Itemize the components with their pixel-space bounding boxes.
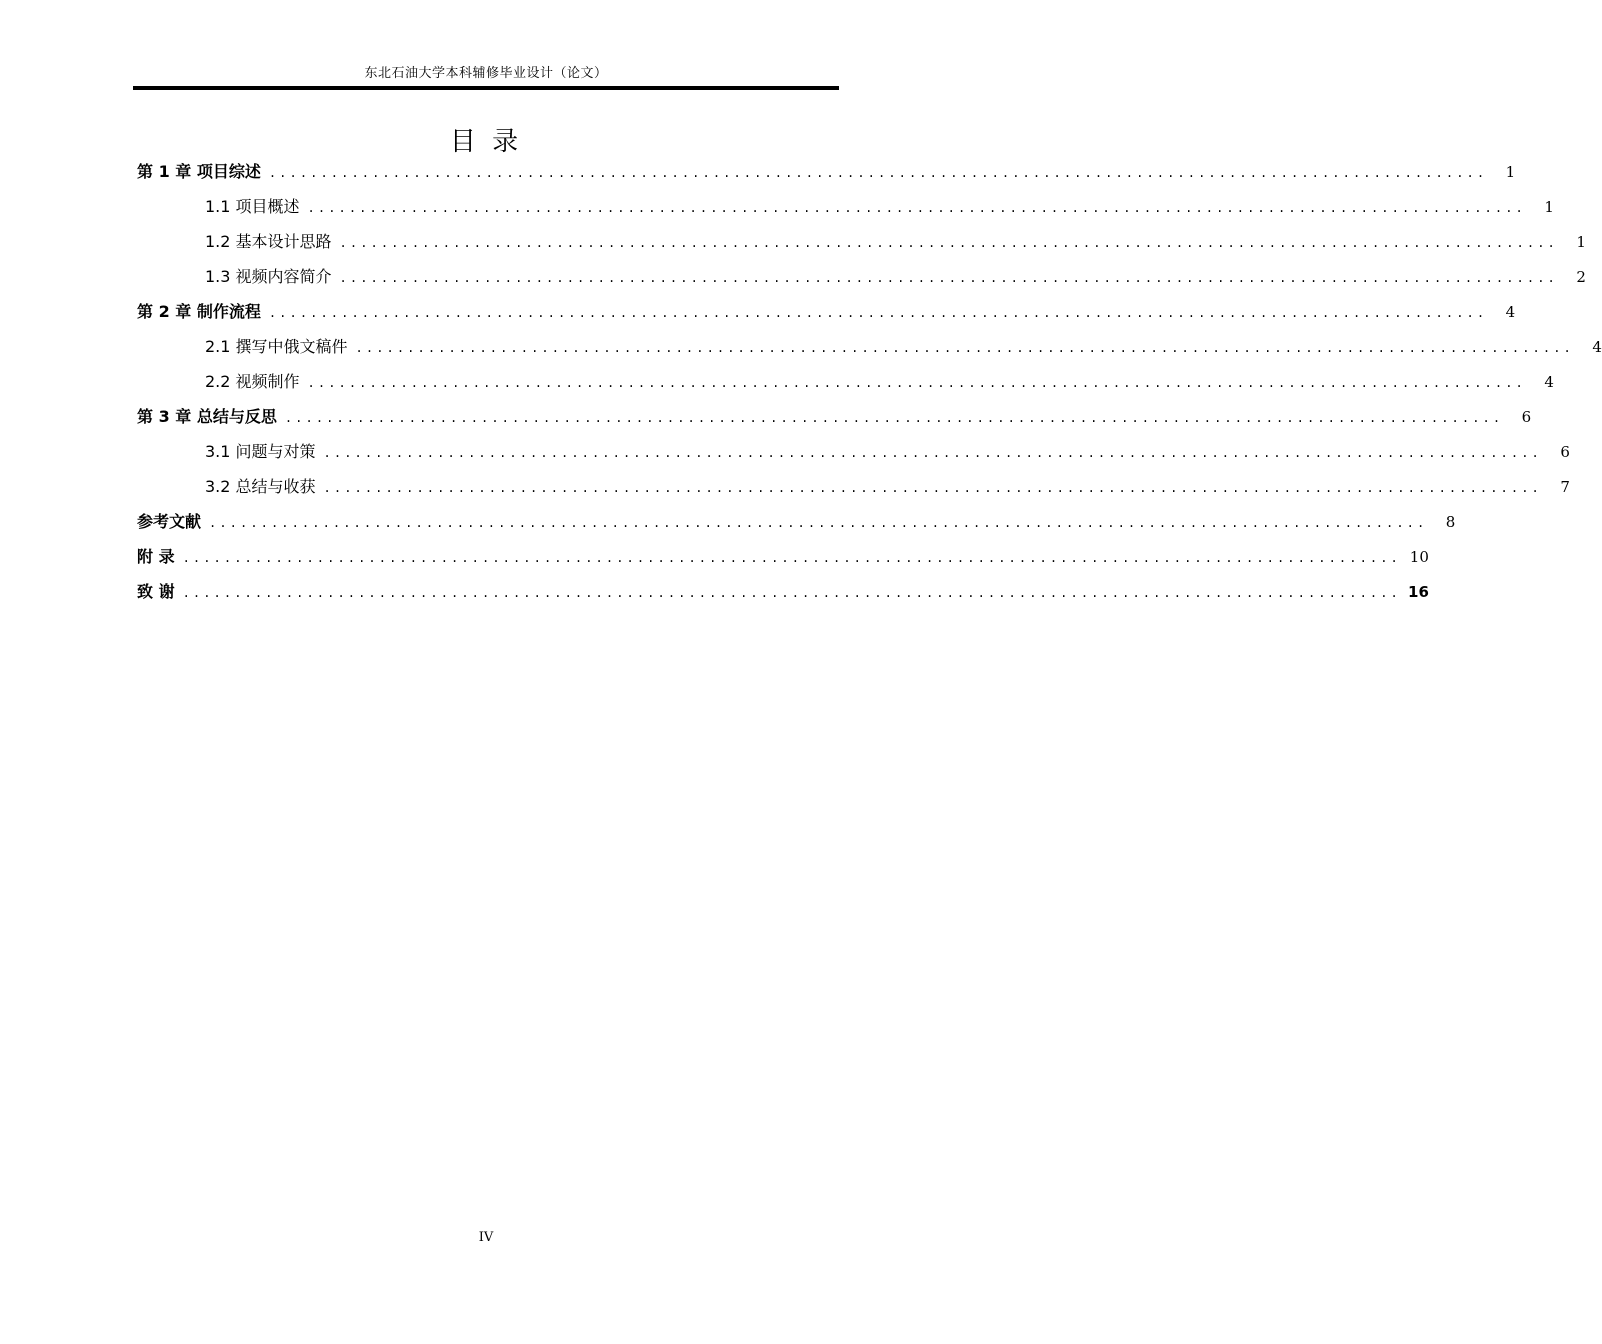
toc-entry-page: 7 (1560, 478, 1570, 496)
dot-leader: ...................................................................................................................... (307, 201, 1526, 215)
toc-entry-label: 第 2 章 制作流程 (137, 302, 261, 321)
toc-entry-label: 1.3 视频内容简介 (205, 267, 332, 286)
toc-entry-label: 第 3 章 总结与反思 (137, 407, 277, 426)
dot-leader: ...................................................................................................................... (268, 306, 1488, 320)
dot-leader: ...................................................................................................................... (339, 271, 1558, 285)
toc-entry-section-1-2[interactable] (137, 228, 1586, 263)
toc-entry-section-1-1[interactable] (137, 193, 1554, 228)
toc-title: 目 录 (449, 127, 523, 157)
toc-entry-page: 4 (1544, 373, 1554, 391)
toc-entry-page: 2 (1576, 268, 1586, 286)
toc-entry-label: 3.2 总结与收获 (205, 477, 316, 496)
dot-leader: ...................................................................................................................... (323, 481, 1542, 495)
toc-entry-label: 3.1 问题与对策 (205, 442, 316, 461)
dot-leader: ...................................................................................................................... (307, 376, 1526, 390)
toc-entry-page: 4 (1505, 303, 1516, 321)
toc-entry-section-3-2[interactable] (137, 473, 1570, 508)
toc-entry-page: 16 (1408, 583, 1429, 601)
toc-entry-page: 4 (1592, 338, 1602, 356)
toc-entry-section-3-1[interactable] (137, 438, 1570, 473)
toc-entry-chapter-2[interactable] (137, 298, 1516, 333)
table-of-contents (137, 158, 1602, 613)
toc-entry-section-1-3[interactable] (137, 263, 1586, 298)
toc-entry-page: 6 (1560, 443, 1570, 461)
toc-entry-page: 1 (1544, 198, 1554, 216)
toc-entry-page: 10 (1409, 548, 1429, 566)
toc-entry-section-2-2[interactable] (137, 368, 1554, 403)
toc-entry-page: 1 (1576, 233, 1586, 251)
toc-entry-page: 6 (1521, 408, 1532, 426)
dot-leader: ...................................................................................................................... (323, 446, 1542, 460)
toc-entry-label: 2.1 撰写中俄文稿件 (205, 337, 348, 356)
dot-leader: ...................................................................................................................... (268, 166, 1488, 180)
toc-entry-label: 附 录 (137, 547, 175, 566)
toc-entry-references[interactable] (137, 508, 1456, 543)
toc-entry-page: 8 (1445, 513, 1456, 531)
dot-leader: ...................................................................................................................... (209, 516, 1428, 530)
toc-entry-chapter-1[interactable] (137, 158, 1516, 193)
toc-entry-acknowledgements[interactable] (137, 578, 1429, 613)
toc-entry-appendix[interactable] (137, 543, 1429, 578)
header-rule (133, 86, 839, 90)
dot-leader: ...................................................................................................................... (284, 411, 1504, 425)
toc-entry-section-2-1[interactable] (137, 333, 1602, 368)
toc-entry-chapter-3[interactable] (137, 403, 1532, 438)
toc-entry-label: 致 谢 (137, 582, 175, 601)
dot-leader: ...................................................................................................................... (182, 551, 1401, 565)
dot-leader: ...................................................................................................................... (339, 236, 1558, 250)
toc-entry-page: 1 (1505, 163, 1516, 181)
toc-entry-label: 1.1 项目概述 (205, 197, 300, 216)
dot-leader: ...................................................................................................................... (182, 586, 1401, 600)
dot-leader: ...................................................................................................................... (355, 341, 1574, 355)
toc-entry-label: 1.2 基本设计思路 (205, 232, 332, 251)
page-number: IV (478, 1230, 494, 1245)
running-header: 东北石油大学本科辅修毕业设计（论文） (364, 66, 608, 81)
toc-entry-label: 第 1 章 项目综述 (137, 162, 261, 181)
toc-entry-label: 参考文献 (137, 512, 202, 531)
toc-entry-label: 2.2 视频制作 (205, 372, 300, 391)
